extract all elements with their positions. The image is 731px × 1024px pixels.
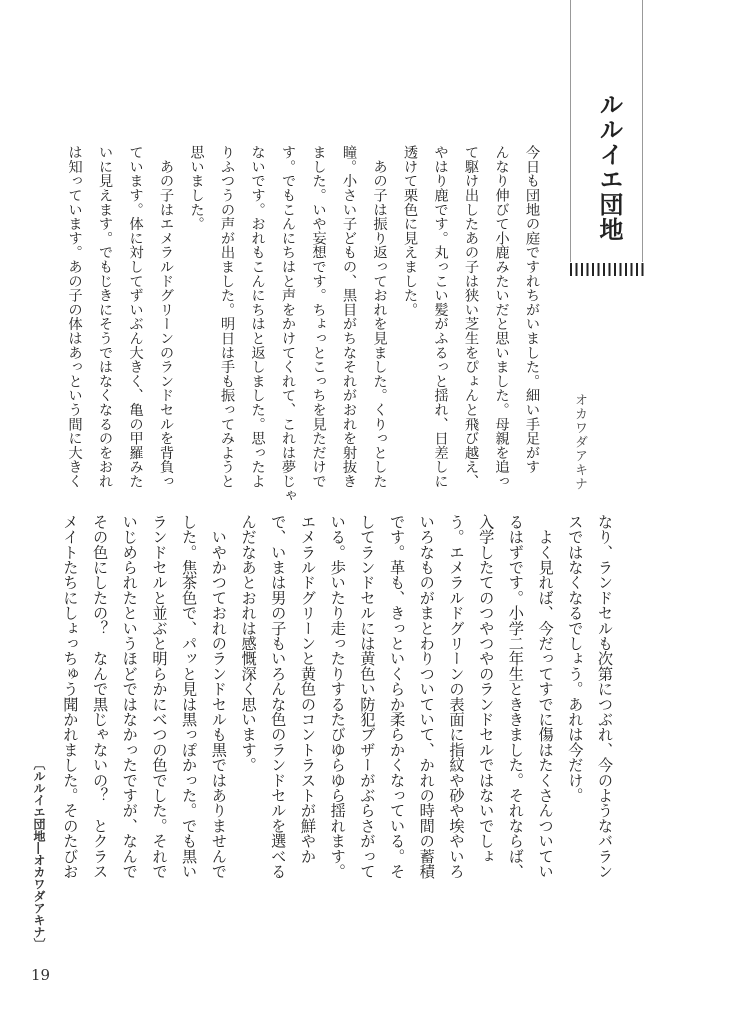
title-tick-ornament <box>570 263 644 276</box>
text-column: なり、ランドセルも次第につぶれ、今のようなバラン <box>596 514 614 879</box>
author-name: オカワダアキナ <box>572 393 587 491</box>
text-column: した。焦茶色で、パッと見は黒っぽかった。でも黒い <box>180 514 199 879</box>
text-column: やはり鹿です。丸っこい髪がふるっと揺れ、日差しに <box>432 145 449 489</box>
text-column: あの子は振り返っておれを見ました。くりっとした <box>371 145 388 489</box>
text-column: 今日も団地の庭ですれちがいました。細い手足がす <box>524 145 540 474</box>
text-column: す。でもこんにちはと声をかけてくれて、これは夢じゃ <box>280 145 296 503</box>
text-column: りふつうの声が出ました。明日は手も振ってみようと <box>219 145 235 489</box>
running-head: 〔ルルイエ団地―オカワダアキナ〕 <box>32 758 46 950</box>
text-column: 透けて栗色に見えました。 <box>402 145 418 317</box>
upper-text-block <box>59 145 547 503</box>
text-column: いじめられたというほどではなかったですが、なんで <box>120 514 139 879</box>
text-column: 入学したてのつやつやのランドセルではないでしょ <box>477 514 496 864</box>
text-column: いやかつておれのランドセルも黒ではありませんで <box>209 514 228 879</box>
text-column: いる。歩いたり走ったりするたびゆらゆら揺れます。 <box>328 514 347 879</box>
text-column: よく見れば、今だってすでに傷はたくさんついてい <box>536 514 555 879</box>
text-column: メイトたちにしょっちゅう聞かれました。そのたびお <box>61 514 80 879</box>
text-column: で、いまは男の子もいろんな色のランドセルを選べる <box>269 514 288 879</box>
text-column: 瞳。小さい子どもの、黒目がちなそれがおれを射抜き <box>341 145 357 489</box>
text-column: るはずです。小学二年生とききました。それならば、 <box>506 514 525 879</box>
text-column: う。エメラルドグリーンの表面に指紋や砂や埃やいろ <box>447 514 466 879</box>
text-column: ました。いや妄想です。ちょっとこっちを見ただけで <box>310 145 327 489</box>
text-column: ランドセルと並ぶと明らかにべつの色でした。それで <box>150 514 169 879</box>
text-column: エメラルドグリーンと黄色のコントラストが鮮やか <box>298 514 317 864</box>
text-column: その色にしたの？ なんで黒じゃないの？ とクラス <box>91 514 110 879</box>
text-column: あの子はエメラルドグリーンのランドセルを背負っ <box>158 145 174 489</box>
text-column: いろなものがまとわりついていて、かれの時間の蓄積 <box>417 514 436 879</box>
text-column: です。革も、きっといくらか柔らかくなっている。そ <box>388 514 407 879</box>
text-column: してランドセルには黄色い防犯ブザーがぶらさがって <box>358 514 377 879</box>
text-column: ています。体に対してずいぶん大きく、亀の甲羅みた <box>127 145 144 489</box>
text-column: スではなくなるでしょう。あれは今だけ。 <box>566 514 585 803</box>
text-column: んだなあとおれは感慨深く思います。 <box>239 514 258 773</box>
text-column: んなり伸びて小鹿みたいだと思いました。母親を追っ <box>493 145 510 489</box>
text-column: 思いました。 <box>188 145 205 231</box>
story-title: ルルイエ団地 <box>595 92 624 242</box>
text-column: て駆け出したあの子は狭い芝生をぴょんと飛び越え、 <box>463 145 479 489</box>
lower-text-block <box>55 514 619 884</box>
page-number: 19 <box>31 966 51 984</box>
text-column: いに見えます。でもじきにそうではなくなるのをおれ <box>97 145 113 489</box>
text-column: ないです。おれもこんにちはと返しました。思ったよ <box>249 145 266 489</box>
text-column: は知っています。あの子の体はあっという間に大きく <box>66 145 83 489</box>
